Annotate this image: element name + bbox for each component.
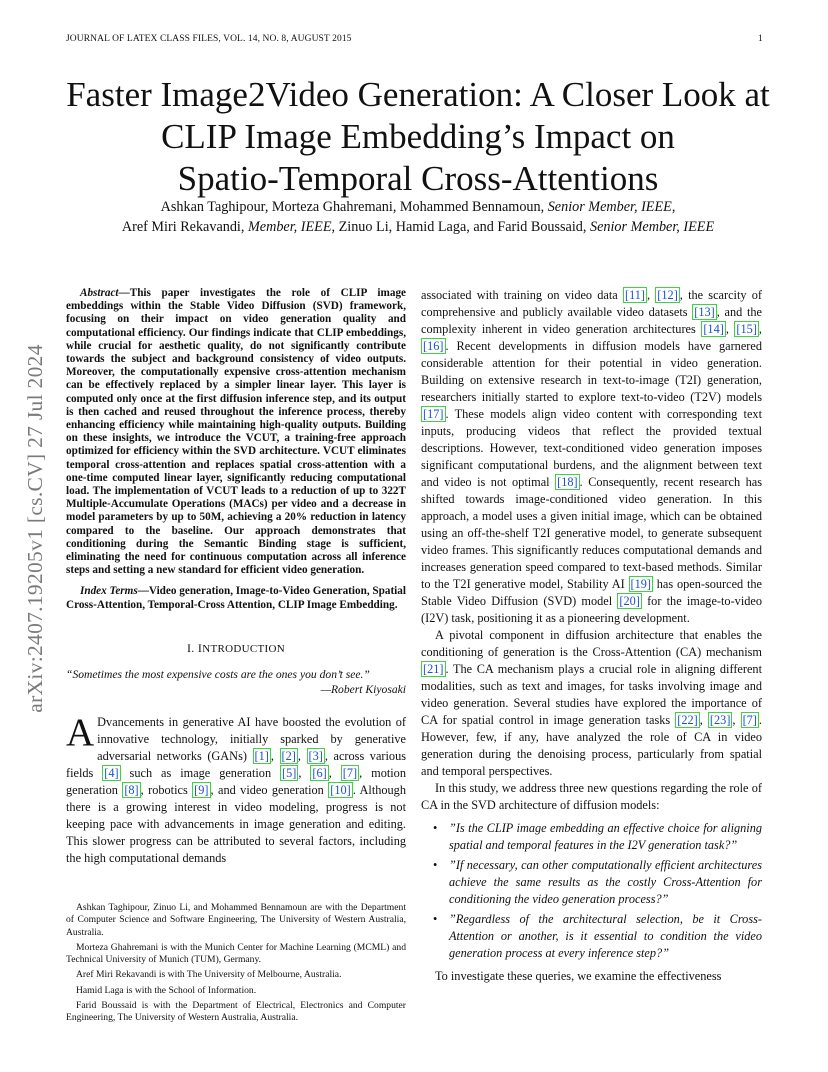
paper-title — [60, 74, 776, 200]
left-column — [66, 287, 406, 867]
citation-link[interactable]: [2] — [281, 748, 296, 763]
drop-cap: A — [66, 710, 95, 754]
body-paragraph: associated with training on video data [11] , [12] , the scarcity of comprehensive and publicly available video datasets [13] , and the complexity inherent in video generation architectures [14] , [15] , [16] . Recent developments in diffusion models have garnered considerable attention for their potential in video generation. Building on extensive research in text-to-image (T2I) generation, researchers initially started to explore text-to-video (T2V) models [17] . These models align video content with corresponding text inputs, producing videos that reflect the provided textual descriptions. However, text-conditioned video generation imposes significant computational burdens, and the alignment between text and video is not optimal [18] . Consequently, recent research has shifted towards image-conditioned video generation. In this approach, a model uses a given initial image, which can be obtained using an off-the-shelf T2I generative model, to generate subsequent video frames. This significantly reduces computational demands and increases generation speed compared to text-based methods. Similar to the T2I generative model, Stability AI [19] has open-sourced the Stable Video Diffusion (SVD) model [20] for the image-to-video (I2V) task, positioning it as a pioneering development. — [421, 288, 763, 625]
author-names: Ashkan Taghipour, Morteza Ghahremani, Mohammed Bennamoun, — [160, 199, 548, 215]
footnote: Ashkan Taghipour, Zinuo Li, and Mohammed Bennamoun are with the Department of Computer Science and Software Engineering, The University of Western Australia, Australia. — [66, 902, 406, 938]
epigraph-quote: “Sometimes the most expensive costs are the ones you don’t see.” — [66, 667, 370, 681]
citation-link[interactable]: [17] — [423, 407, 444, 421]
citation-link[interactable]: [1] — [254, 748, 269, 763]
body-paragraph: To investigate these queries, we examine the effectiveness — [435, 969, 722, 983]
page-number: 1 — [758, 34, 763, 44]
section-heading-introduction: I. INTRODUCTION — [187, 640, 285, 655]
right-column — [421, 287, 762, 985]
citation-link[interactable]: [11] — [624, 288, 646, 302]
title-line: Faster Image2Video Generation: A Closer Look at — [66, 75, 770, 114]
citation-link[interactable]: [10] — [330, 782, 351, 797]
citation-link[interactable]: [13] — [694, 305, 715, 319]
body-paragraph: In this study, we address three new questions regarding the role of CA in the SVD architecture of diffusion models: — [421, 781, 762, 812]
author-role: Senior Member, IEEE — [590, 219, 715, 235]
footnote: Hamid Laga is with the School of Information. — [76, 984, 257, 996]
citation-link[interactable]: [14] — [703, 322, 724, 336]
affiliation-footnotes — [66, 902, 406, 1028]
footnote: Aref Miri Rekavandi is with The University of Melbourne, Australia. — [76, 969, 342, 981]
body-paragraph: A pivotal component in diffusion architecture that enables the conditioning of generation is the Cross-Attention (CA) mechanism [21] . The CA mechanism plays a crucial role in aligning different modalities, such as text and images, for tasks involving image and video generation. Several studies have explored the importance of CA for spatial control in image generation tasks [22] , [23] , [7] . However, few, if any, have analyzed the role of CA in video generation during the denoising process, particularly from spatial and temporal perspectives. — [421, 628, 762, 778]
citation-link[interactable]: [22] — [677, 713, 698, 727]
author-list — [60, 197, 776, 237]
citation-link[interactable]: [3] — [308, 748, 323, 763]
list-item: • ”Regardless of the architectural selection, be it Cross-Attention or another, is it essential to condition the video generation process at every inference step?” — [421, 911, 762, 962]
citation-link[interactable]: [6] — [312, 765, 327, 780]
running-head: JOURNAL OF LATEX CLASS FILES, VOL. 14, NO. 8, AUGUST 2015 — [66, 34, 352, 44]
citation-link[interactable]: [7] — [342, 765, 358, 780]
author-names: , Zinuo Li, Hamid Laga, and Farid Boussaid, — [331, 219, 590, 235]
author-role: Member, IEEE — [247, 219, 332, 235]
index-terms-text: —Video generation, Image-to-Video Generation, Spatial Cross-Attention, Temporal-Cross Attention, CLIP Image Embedding. — [66, 585, 406, 611]
research-questions-list — [421, 820, 762, 962]
citation-link[interactable]: [4] — [104, 765, 119, 780]
list-item: • ”Is the CLIP image embedding an effective choice for aligning spatial and temporal features in the I2V generation task?” — [421, 820, 762, 854]
citation-link[interactable]: [9] — [194, 782, 209, 797]
title-line: CLIP Image Embedding’s Impact on — [161, 117, 675, 156]
citation-link[interactable]: [8] — [124, 782, 139, 797]
index-terms — [66, 585, 406, 611]
intro-paragraph: A Dvancements in generative AI have boosted the evolution of innovative technology, initially sparked by generative adversarial networks (GANs) [1] , [2] , [3] , across various fields [4] such as image generation [5] , [6] , [7] , motion generation [8] , robotics [9] , and video generation [10] . Although there is a growing interest in video modeling, progress is not keeping pace with advancements in image generation and editing. This slower progress can be attributed to several factors, including the high computational demands — [66, 710, 407, 865]
citation-link[interactable]: [19] — [630, 577, 652, 591]
footnote: Morteza Ghahremani is with the Munich Center for Machine Learning (MCML) and Technical University of Munich (TUM), Germany. — [66, 941, 406, 966]
list-item: • ”If necessary, can other computationally efficient architectures achieve the same results as the costly Cross-Attention for conditioning the video generation process?” — [421, 857, 762, 908]
citation-link[interactable]: [20] — [619, 594, 640, 608]
arxiv-identifier: arXiv:2407.19205v1 [cs.CV] 27 Jul 2024 — [22, 343, 47, 713]
footnote: Farid Boussaid is with the Department of Electrical, Electronics and Computer Engineering, The University of Western Australia, Australia. — [66, 1000, 406, 1024]
citation-link[interactable]: [7] — [742, 713, 757, 727]
epigraph-attribution: —Robert Kiyosaki — [320, 682, 406, 696]
author-line-1: Ashkan Taghipour, Morteza Ghahremani, Mohammed Bennamoun, Senior Member, IEEE, — [160, 199, 676, 215]
citation-link[interactable]: [16] — [423, 339, 444, 353]
author-line-2 — [60, 217, 776, 237]
citation-link[interactable]: [15] — [736, 322, 757, 336]
abstract — [66, 287, 406, 577]
abstract-label: Abstract — [80, 287, 119, 299]
title-line: Spatio-Temporal Cross-Attentions — [177, 159, 659, 198]
index-terms-label: Index Terms — [80, 585, 138, 598]
citation-link[interactable]: [12] — [657, 288, 678, 302]
citation-link[interactable]: [21] — [423, 662, 444, 676]
author-role: Senior Member, IEEE — [547, 199, 672, 215]
citation-link[interactable]: [5] — [282, 765, 297, 780]
arxiv-stamp — [20, 298, 50, 758]
citation-link[interactable]: [23] — [709, 713, 731, 727]
author-names: Aref Miri Rekavandi, — [121, 219, 248, 235]
citation-link[interactable]: [18] — [557, 475, 578, 489]
abstract-text: —This paper investigates the role of CLIP image embeddings within the Stable Video Diffusion (SVD) framework, focusing on their impact on video generation quality and computational efficiency. Our findings indicate that CLIP embeddings, while crucial for aesthetic quality, do not significantly contribute towards the subject and background consistency of video outputs. Moreover, the computationally expensive cross-attention mechanism can be effectively replaced by a simpler linear layer. This layer is computed only once at the first diffusion inference step, and its output is then cached and reused throughout the inference process, thereby enhancing efficiency while maintaining high-quality outputs. Building on these insights, we introduce the VCUT, a training-free approach optimized for efficiency within the SVD architecture. VCUT eliminates temporal cross-attention and replaces spatial cross-attention with a one-time computed linear layer, significantly reducing computational load. The implementation of VCUT leads to a reduction of up to 322T Multiple-Accumulate Operations (MACs) per video and a decrease in model parameters by up to 50M, achieving a 20% reduction in latency compared to the baseline. Our approach demonstrates that conditioning during the Semantic Binding stage is sufficient, eliminating the need for continuous computation across all inference steps and setting a new standard for efficient video generation. — [66, 287, 406, 577]
